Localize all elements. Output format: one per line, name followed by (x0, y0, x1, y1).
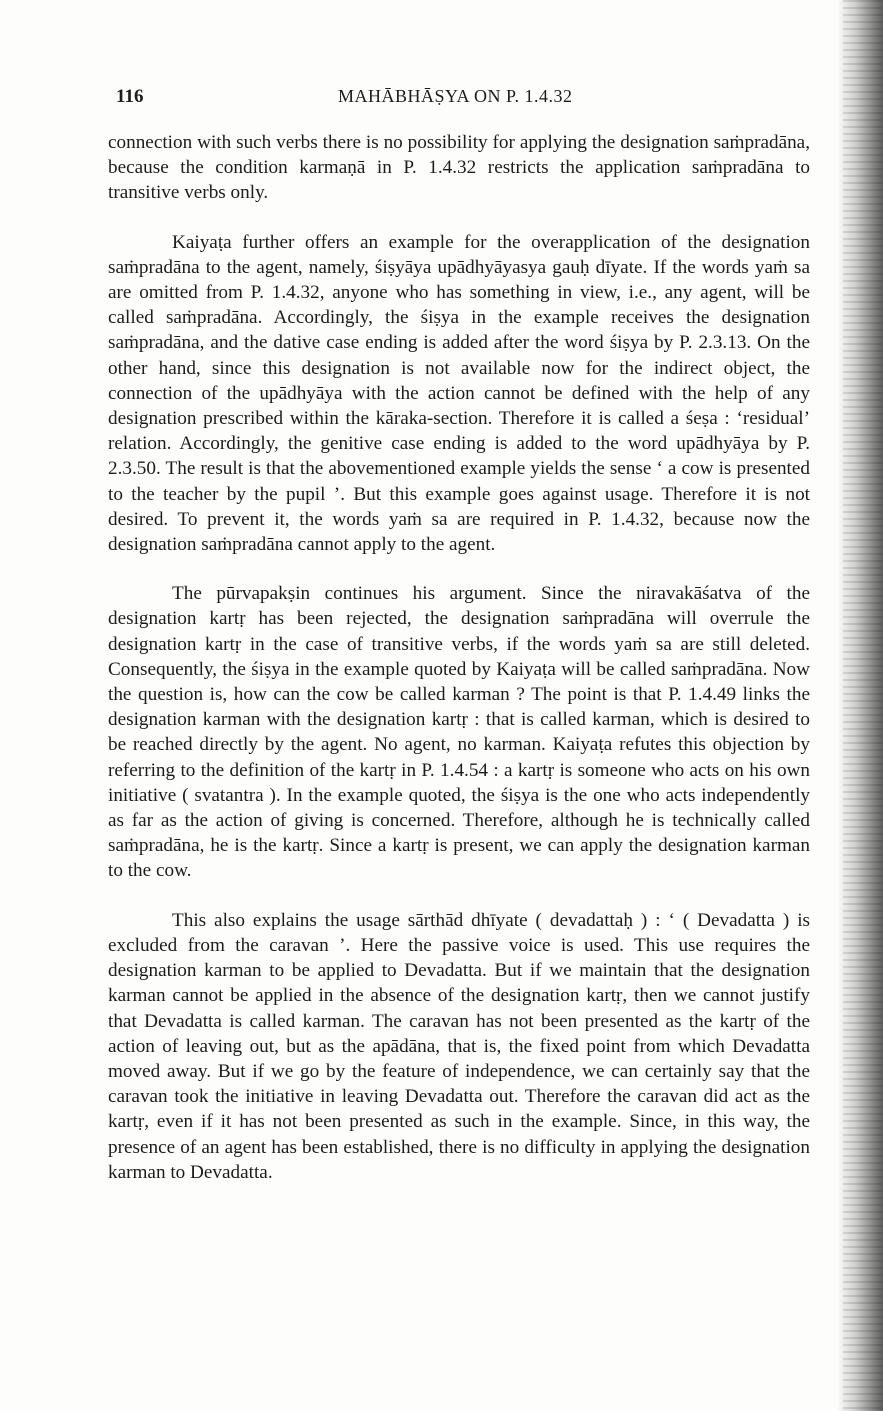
body-text (108, 130, 810, 1185)
paragraph-4: This also explains the usage sārthād dhīyate ( devadattaḥ ) : ‘ ( Devadatta ) is excluded from the caravan ’. Here the passive voice is used. This use requires the designation karman to be applied to Devadatta. But if we maintain that the designation karman cannot be applied in the absence of the designation kartṛ, then we cannot justify that Devadatta is called karman. The caravan has not been presented as the kartṛ of the action of leaving out, but as the apādāna, that is, the fixed point from which Devadatta moved away. But if we go by the feature of independence, we can certainly say that the caravan took the initiative in leaving Devadatta out. Therefore the caravan did act as the kartṛ, even if it has not been presented as such in the example. Since, in this way, the presence of an agent has been established, there is no difficulty in applying the designation karman to Devadatta. (108, 909, 810, 1183)
paragraph-3: The pūrvapakṣin continues his argument. Since the niravakāśatva of the designation kartṛ has been rejected, the designation saṁpradāna will overrule the designation kartṛ in the case of transitive verbs, if the words yaṁ sa are still deleted. Consequently, the śiṣya in the example quoted by Kaiyaṭa will be called saṁpradāna. Now the question is, how can the cow be called karman ? The point is that P. 1.4.49 links the designation karman with the designation kartṛ : that is called karman, which is desired to be reached directly by the agent. No agent, no karman. Kaiyaṭa refutes this objection by referring to the definition of the kartṛ in P. 1.4.54 : a kartṛ is someone who acts on his own initiative ( svatantra ). In the example quoted, the śiṣya is the one who acts independently as far as the action of giving is concerned. Therefore, although he is technically called saṁpradāna, he is the kartṛ. Since a kartṛ is present, we can apply the designation karman to the cow. (108, 583, 810, 882)
scan-edge-noise (843, 0, 883, 1411)
page-number: 116 (116, 86, 144, 107)
page-header (110, 86, 810, 116)
paragraph-2: Kaiyaṭa further offers an example for the overapplication of the designation saṁpradāna to the agent, namely, śiṣyāya upādhyāyasya gauḥ dīyate. If the words yaṁ sa are omitted from P. 1.4.32, anyone who has something in view, i.e., any agent, will be called saṁpradāna. Accordingly, the śiṣya in the example receives the designation saṁpradāna, and the dative case ending is added after the word śiṣya by P. 2.3.13. On the other hand, since this designation is not available now for the indirect object, the connection of the upādhyāya with the action cannot be defined with the help of any designation prescribed within the kāraka-section. Therefore it is called a śeṣa : ‘residual’ relation. Accordingly, the genitive case ending is added to the word upādhyāya by P. 2.3.50. The result is that the abovementioned example yields the sense ‘ a cow is presented to the teacher by the pupil ’. But this example goes against usage. Therefore it is not desired. To prevent it, the words yaṁ sa are required in P. 1.4.32, because now the designation saṁpradāna cannot apply to the agent. (108, 231, 810, 556)
paragraph-1: connection with such verbs there is no possibility for applying the designation saṁpradāna, because the condition karmaṇā in P. 1.4.32 restricts the application saṁpradāna to transitive verbs only. (108, 132, 810, 204)
running-head: MAHĀBHĀṢYA ON P. 1.4.32 (338, 86, 573, 106)
